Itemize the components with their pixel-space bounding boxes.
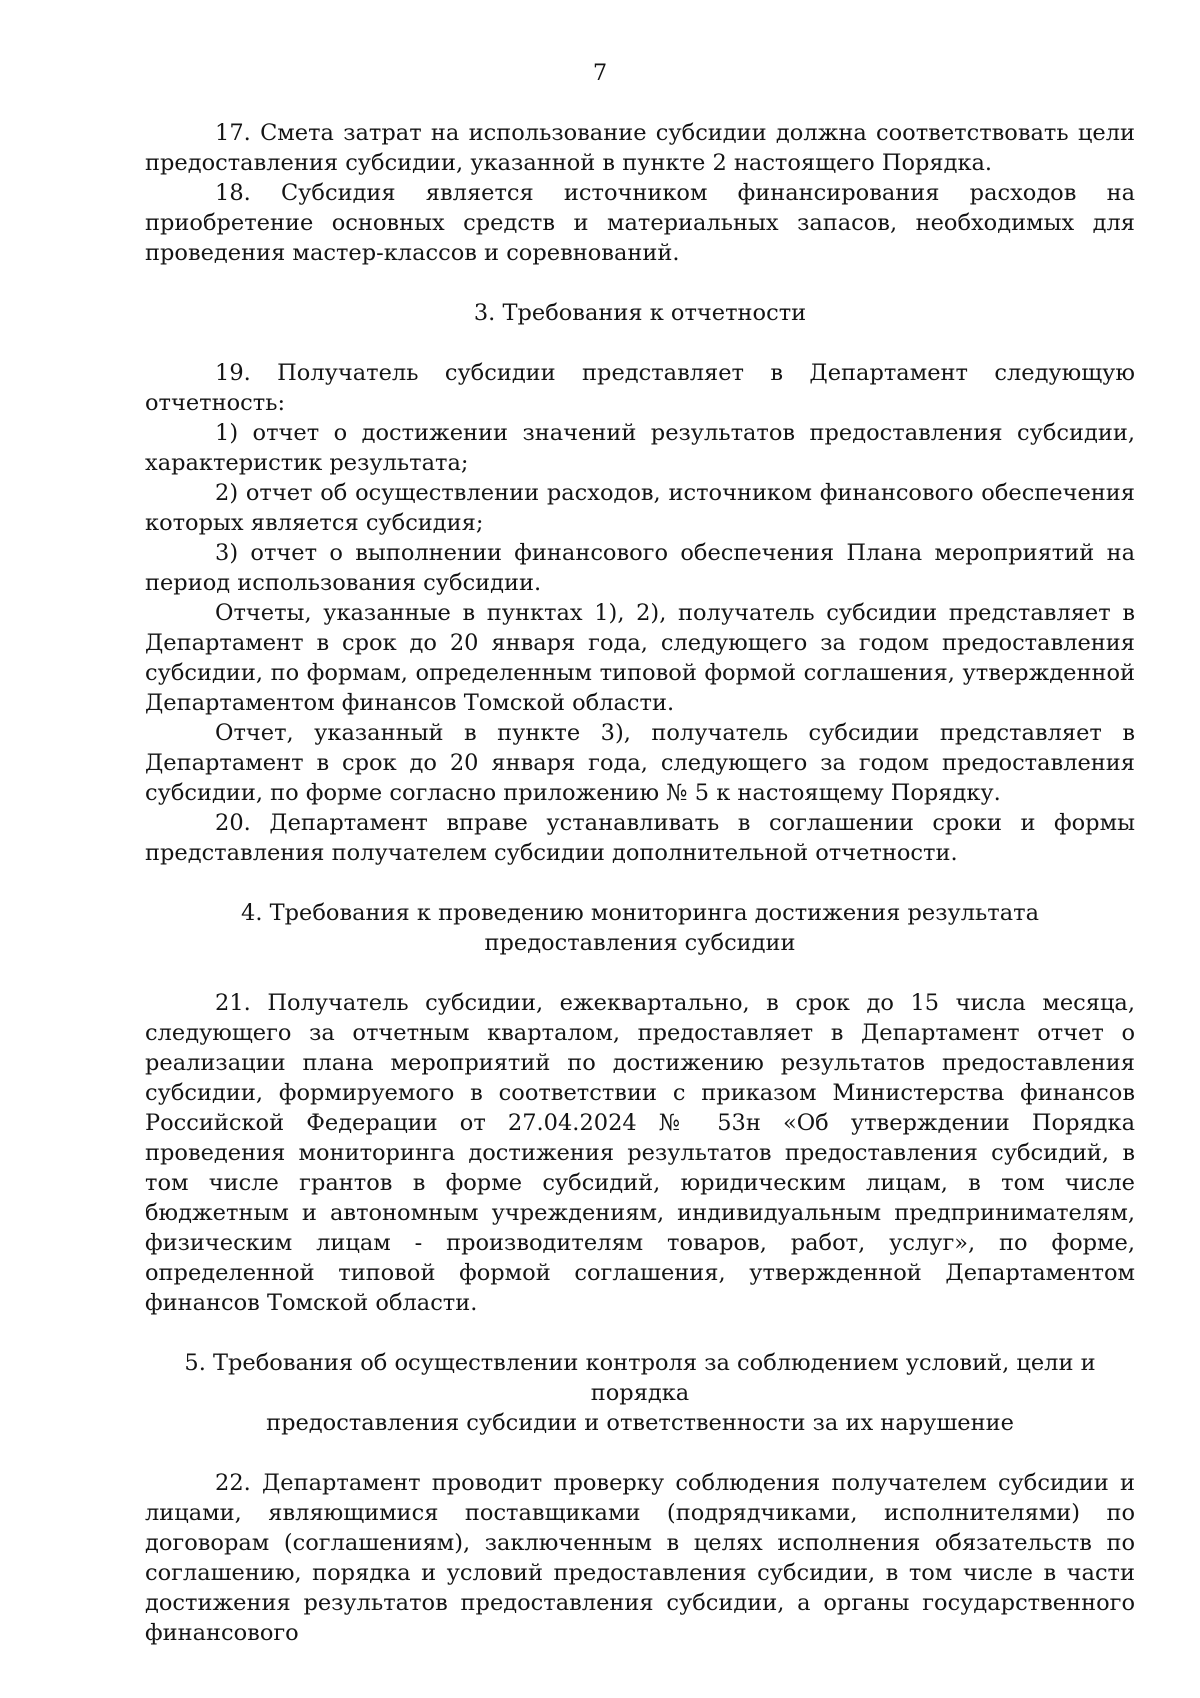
paragraph-22: 22. Департамент проводит проверку соблюдения получателем субсидии и лицами, являющимися поставщиками (подрядчиками, исполнителями) по договорам (соглашениям), заключенным в целях исполнения обязательств по соглашению, порядка и условий предоставления субсидии, в том числе в части достижения результатов предоставления субсидии, а органы государственного финансового [145,1470,1135,1646]
paragraph-21: 21. Получатель субсидии, ежеквартально, в срок до 15 числа месяца, следующего за отчетным кварталом, предоставляет в Департамент отчет о реализации плана мероприятий по достижению результатов предоставления субсидии, формируемого в соответствии с приказом Министерства финансов Российской Федерации от 27.04.2024 № 53н «Об утверждении Порядка проведения мониторинга достижения результатов предоставления субсидий, в том числе грантов в форме субсидий, юридическим лицам, в том числе бюджетным и автономным учреждениям, индивидуальным предпринимателям, физическим лицам - производителям товаров, работ, услуг», по форме, определенной типовой формой соглашения, утвержденной Департаментом финансов Томской области. [145,990,1135,1316]
paragraph-18: 18. Субсидия является источником финансирования расходов на приобретение основных средств и материальных запасов, необходимых для проведения мастер-классов и соревнований. [145,180,1135,266]
section-5-heading [145,1348,1135,1438]
paragraph-20: 20. Департамент вправе устанавливать в соглашении сроки и формы представления получателем субсидии дополнительной отчетности. [145,810,1135,866]
paragraph-report-3: Отчет, указанный в пункте 3), получатель субсидии представляет в Департамент в срок до 20 января года, следующего за годом предоставления субсидии, по форме согласно приложению № 5 к настоящему Порядку. [145,720,1135,806]
paragraph-17: 17. Смета затрат на использование субсидии должна соответствовать цели предоставления субсидии, указанной в пункте 2 настоящего Порядка. [145,120,1135,176]
section-4-heading-line-2: предоставления субсидии [484,930,796,956]
section-4-heading-line-1: 4. Требования к проведению мониторинга достижения результата [241,900,1039,926]
section-3-heading: 3. Требования к отчетности [473,300,807,326]
section-4-heading [145,898,1135,958]
section-5-heading-line-2: предоставления субсидии и ответственности за их нарушение [266,1410,1014,1436]
paragraph-reports-1-2: Отчеты, указанные в пунктах 1), 2), получатель субсидии представляет в Департамент в срок до 20 января года, следующего за годом предоставления субсидии, по формам, определенным типовой формой соглашения, утвержденной Департаментом финансов Томской области. [145,600,1135,716]
document-body [145,118,1135,1648]
paragraph-19-item-2: 2) отчет об осуществлении расходов, источником финансового обеспечения которых является субсидия; [145,480,1135,536]
paragraph-19-item-1: 1) отчет о достижении значений результатов предоставления субсидии, характеристик результата; [145,420,1135,476]
paragraph-19: 19. Получатель субсидии представляет в Департамент следующую отчетность: [145,360,1135,416]
paragraph-19-item-3: 3) отчет о выполнении финансового обеспечения Плана мероприятий на период использования субсидии. [145,540,1135,596]
section-5-heading-line-1: 5. Требования об осуществлении контроля за соблюдением условий, цели и порядка [184,1350,1096,1406]
page-number: 7 [592,60,608,86]
